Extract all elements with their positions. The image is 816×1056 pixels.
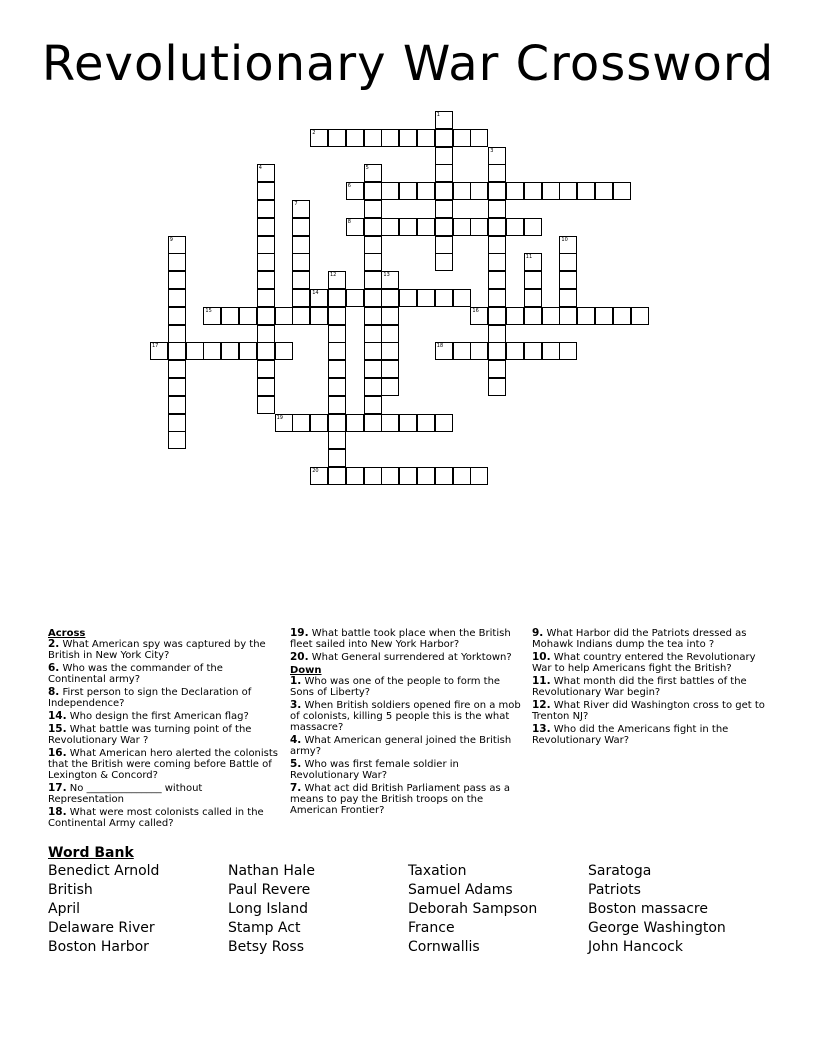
grid-cell[interactable] — [328, 467, 346, 485]
clue-number: 7. — [290, 782, 302, 794]
grid-cell[interactable] — [168, 396, 186, 414]
grid-cell[interactable] — [453, 289, 471, 307]
across-clue — [48, 807, 280, 829]
grid-cell[interactable] — [595, 307, 613, 325]
grid-cell[interactable] — [488, 236, 506, 254]
grid-cell[interactable] — [488, 378, 506, 396]
clue-number: 5 — [365, 165, 369, 172]
across-clue — [48, 639, 280, 661]
clue-text: Who was the commander of the Continental army? — [48, 663, 223, 685]
grid-cell[interactable] — [381, 467, 399, 485]
grid-cell[interactable] — [435, 111, 453, 129]
clue-text: What were most colonists called in the Continental Army called? — [48, 807, 264, 829]
grid-cell[interactable] — [559, 307, 577, 325]
grid-cell[interactable] — [435, 236, 453, 254]
grid-cell[interactable] — [488, 360, 506, 378]
grid-cell[interactable] — [186, 342, 204, 360]
grid-cell[interactable] — [364, 271, 382, 289]
grid-cell[interactable] — [470, 342, 488, 360]
clue-number: 5. — [290, 758, 302, 770]
grid-cell[interactable] — [292, 253, 310, 271]
grid-cell[interactable] — [453, 467, 471, 485]
across-clue — [48, 711, 280, 722]
grid-cell[interactable] — [559, 236, 577, 254]
grid-cell[interactable] — [328, 360, 346, 378]
grid-cell[interactable] — [488, 182, 506, 200]
clue-number: 4 — [258, 165, 262, 172]
clue-number: 3 — [490, 147, 494, 154]
down-clue — [290, 700, 522, 733]
clue-text: No _______________ without Representation — [48, 783, 203, 805]
grid-cell[interactable] — [435, 147, 453, 165]
clue-text: What battle was turning point of the Revolutionary War ? — [48, 724, 252, 746]
clue-text: Who was one of the people to form the Sons of Liberty? — [290, 676, 501, 698]
word-bank-item: Deborah Sampson — [408, 901, 538, 917]
clue-text: What American hero alerted the colonists that the British were coming before Battle of Lexington & Concord? — [48, 748, 279, 781]
word-bank-title: Word Bank — [48, 845, 134, 861]
clue-number: 19 — [276, 414, 283, 421]
grid-cell[interactable] — [257, 236, 275, 254]
grid-cell[interactable] — [168, 236, 186, 254]
grid-cell[interactable] — [381, 182, 399, 200]
grid-cell[interactable] — [257, 378, 275, 396]
grid-cell[interactable] — [364, 360, 382, 378]
grid-cell[interactable] — [346, 182, 364, 200]
grid-cell[interactable] — [239, 307, 257, 325]
grid-cell[interactable] — [381, 360, 399, 378]
grid-cell[interactable] — [453, 182, 471, 200]
grid-cell[interactable] — [257, 218, 275, 236]
word-bank-item: Samuel Adams — [408, 882, 513, 898]
grid-cell[interactable] — [488, 271, 506, 289]
grid-cell[interactable] — [328, 307, 346, 325]
grid-cell[interactable] — [257, 396, 275, 414]
grid-cell[interactable] — [613, 182, 631, 200]
word-bank-column — [588, 862, 726, 957]
clue-text: Who did the Americans fight in the Revolutionary War? — [532, 724, 729, 746]
grid-cell[interactable] — [488, 307, 506, 325]
grid-cell[interactable] — [221, 342, 239, 360]
grid-cell[interactable] — [364, 236, 382, 254]
grid-cell[interactable] — [328, 396, 346, 414]
grid-cell[interactable] — [168, 431, 186, 449]
across-clue-list — [48, 639, 280, 829]
grid-cell[interactable] — [292, 200, 310, 218]
clue-number: 20. — [290, 651, 309, 663]
grid-cell[interactable] — [524, 218, 542, 236]
across-clue — [290, 652, 522, 663]
clue-number: 6 — [347, 183, 351, 190]
grid-cell[interactable] — [168, 378, 186, 396]
down-clue — [532, 676, 768, 698]
grid-cell[interactable] — [470, 307, 488, 325]
clues-column-3 — [532, 628, 768, 748]
grid-cell[interactable] — [488, 253, 506, 271]
grid-cell[interactable] — [506, 342, 524, 360]
grid-cell[interactable] — [399, 218, 417, 236]
grid-cell[interactable] — [364, 325, 382, 343]
grid-cell[interactable] — [381, 378, 399, 396]
grid-cell[interactable] — [364, 307, 382, 325]
clue-number: 10. — [532, 651, 551, 663]
clue-text: What American spy was captured by the British in New York City? — [48, 639, 266, 661]
grid-cell[interactable] — [453, 129, 471, 147]
grid-cell[interactable] — [203, 342, 221, 360]
clue-number: 11. — [532, 675, 551, 687]
grid-cell[interactable] — [364, 467, 382, 485]
clue-text: What River did Washington cross to get to Trenton NJ? — [532, 700, 765, 722]
grid-cell[interactable] — [470, 182, 488, 200]
clue-number: 12 — [330, 272, 337, 279]
grid-cell[interactable] — [506, 182, 524, 200]
word-bank-item: Boston massacre — [588, 901, 708, 917]
word-bank-item: Boston Harbor — [48, 939, 149, 955]
grid-cell[interactable] — [524, 182, 542, 200]
grid-cell[interactable] — [488, 164, 506, 182]
grid-cell[interactable] — [328, 414, 346, 432]
grid-cell[interactable] — [150, 342, 168, 360]
grid-cell[interactable] — [435, 342, 453, 360]
clue-number: 9. — [532, 627, 544, 639]
grid-cell[interactable] — [203, 307, 221, 325]
grid-cell[interactable] — [328, 289, 346, 307]
grid-cell[interactable] — [488, 289, 506, 307]
clue-number: 1. — [290, 675, 302, 687]
grid-cell[interactable] — [417, 182, 435, 200]
clue-number: 8. — [48, 686, 60, 698]
grid-cell[interactable] — [364, 253, 382, 271]
grid-cell[interactable] — [631, 307, 649, 325]
grid-cell[interactable] — [168, 342, 186, 360]
grid-cell[interactable] — [399, 182, 417, 200]
grid-cell[interactable] — [328, 449, 346, 467]
grid-cell[interactable] — [275, 414, 293, 432]
grid-cell[interactable] — [453, 342, 471, 360]
grid-cell[interactable] — [417, 414, 435, 432]
grid-cell[interactable] — [275, 307, 293, 325]
grid-cell[interactable] — [310, 414, 328, 432]
grid-cell[interactable] — [257, 164, 275, 182]
across-clue — [48, 748, 280, 781]
grid-cell[interactable] — [435, 218, 453, 236]
across-clue — [290, 628, 522, 650]
grid-cell[interactable] — [542, 307, 560, 325]
grid-cell[interactable] — [364, 378, 382, 396]
grid-cell[interactable] — [346, 414, 364, 432]
grid-cell[interactable] — [488, 342, 506, 360]
clue-number: 14 — [312, 290, 319, 296]
grid-cell[interactable] — [435, 414, 453, 432]
grid-cell[interactable] — [435, 253, 453, 271]
grid-cell[interactable] — [399, 414, 417, 432]
word-bank-item: France — [408, 920, 455, 936]
clue-text: Who design the first American flag? — [66, 711, 249, 722]
grid-cell[interactable] — [381, 289, 399, 307]
grid-cell[interactable] — [364, 200, 382, 218]
clue-number: 15 — [205, 307, 212, 314]
grid-cell[interactable] — [257, 360, 275, 378]
grid-cell[interactable] — [292, 271, 310, 289]
word-bank-column — [408, 862, 537, 957]
clue-number: 7 — [294, 201, 298, 207]
grid-cell[interactable] — [310, 129, 328, 147]
grid-cell[interactable] — [168, 307, 186, 325]
grid-cell[interactable] — [381, 129, 399, 147]
grid-cell[interactable] — [559, 253, 577, 271]
clue-number: 20 — [312, 468, 319, 474]
grid-cell[interactable] — [257, 307, 275, 325]
grid-cell[interactable] — [506, 218, 524, 236]
grid-cell[interactable] — [524, 289, 542, 307]
clue-number: 14. — [48, 710, 67, 722]
clue-number: 6. — [48, 662, 60, 674]
clue-number: 13. — [532, 723, 551, 735]
grid-cell[interactable] — [257, 253, 275, 271]
grid-cell[interactable] — [399, 289, 417, 307]
grid-cell[interactable] — [364, 164, 382, 182]
grid-cell[interactable] — [168, 253, 186, 271]
clue-text: What act did British Parliament pass as a means to pay the British troops on the American Frontier? — [290, 783, 511, 816]
down-clue — [532, 700, 768, 722]
grid-cell[interactable] — [168, 414, 186, 432]
grid-cell[interactable] — [435, 129, 453, 147]
grid-cell[interactable] — [381, 218, 399, 236]
word-bank-item: Cornwallis — [408, 939, 480, 955]
down-clue — [290, 735, 522, 757]
grid-cell[interactable] — [559, 289, 577, 307]
clue-text: What battle took place when the British fleet sailed into New York Harbor? — [290, 628, 511, 650]
grid-cell[interactable] — [559, 342, 577, 360]
clue-number: 10 — [561, 236, 568, 243]
grid-cell[interactable] — [435, 164, 453, 182]
grid-cell[interactable] — [417, 129, 435, 147]
across-clue-list-continued — [290, 628, 522, 663]
clue-number: 4. — [290, 734, 302, 746]
clue-number: 19. — [290, 627, 309, 639]
grid-cell[interactable] — [292, 414, 310, 432]
grid-cell[interactable] — [470, 467, 488, 485]
word-bank-item: Saratoga — [588, 863, 652, 879]
grid-cell[interactable] — [168, 360, 186, 378]
grid-cell[interactable] — [168, 271, 186, 289]
grid-cell[interactable] — [292, 218, 310, 236]
grid-cell[interactable] — [328, 378, 346, 396]
clue-number: 12. — [532, 699, 551, 711]
clue-number: 18. — [48, 806, 67, 818]
word-bank-item: Long Island — [228, 901, 308, 917]
clue-text: Who was first female soldier in Revolutionary War? — [290, 759, 459, 781]
grid-cell[interactable] — [328, 271, 346, 289]
grid-cell[interactable] — [346, 289, 364, 307]
grid-cell[interactable] — [257, 325, 275, 343]
grid-cell[interactable] — [417, 467, 435, 485]
grid-cell[interactable] — [435, 467, 453, 485]
word-bank-item: April — [48, 901, 80, 917]
grid-cell[interactable] — [310, 307, 328, 325]
grid-cell[interactable] — [168, 289, 186, 307]
word-bank-column — [48, 862, 159, 957]
grid-cell[interactable] — [239, 342, 257, 360]
clue-text: When British soldiers opened fire on a mob of colonists, killing 5 people this is the what massacre? — [290, 700, 521, 733]
clue-number: 17 — [152, 343, 159, 350]
grid-cell[interactable] — [346, 467, 364, 485]
grid-cell[interactable] — [506, 307, 524, 325]
clue-number: 11 — [525, 254, 533, 261]
grid-cell[interactable] — [292, 307, 310, 325]
grid-cell[interactable] — [381, 414, 399, 432]
across-heading: Across — [48, 628, 86, 639]
across-clue — [48, 663, 280, 685]
clue-number: 16. — [48, 747, 67, 759]
grid-cell[interactable] — [399, 467, 417, 485]
down-clue-list — [290, 676, 522, 816]
word-bank-item: Stamp Act — [228, 920, 301, 936]
grid-cell[interactable] — [257, 342, 275, 360]
grid-cell[interactable] — [470, 218, 488, 236]
clue-number: 3. — [290, 699, 302, 711]
clue-number: 17. — [48, 782, 67, 794]
grid-cell[interactable] — [364, 289, 382, 307]
clues-column-2 — [290, 628, 522, 818]
across-clue — [48, 724, 280, 746]
grid-cell[interactable] — [257, 289, 275, 307]
clue-number: 16 — [472, 307, 479, 314]
down-clue — [532, 628, 768, 650]
across-clue — [48, 687, 280, 709]
grid-cell[interactable] — [310, 467, 328, 485]
grid-cell[interactable] — [559, 271, 577, 289]
down-clue — [290, 783, 522, 816]
grid-cell[interactable] — [275, 342, 293, 360]
grid-cell[interactable] — [488, 218, 506, 236]
word-bank-item: George Washington — [588, 920, 726, 936]
clue-text: What Harbor did the Patriots dressed as Mohawk Indians dump the tea into ? — [532, 628, 747, 650]
grid-cell[interactable] — [381, 325, 399, 343]
grid-cell[interactable] — [542, 182, 560, 200]
grid-cell[interactable] — [399, 129, 417, 147]
across-clue — [48, 783, 280, 805]
grid-cell[interactable] — [221, 307, 239, 325]
grid-cell[interactable] — [417, 289, 435, 307]
clue-text: What month did the first battles of the Revolutionary War begin? — [532, 676, 747, 698]
clue-number: 2 — [312, 129, 316, 136]
down-clue — [290, 676, 522, 698]
grid-cell[interactable] — [364, 396, 382, 414]
grid-cell[interactable] — [257, 271, 275, 289]
word-bank-column — [228, 862, 315, 957]
down-clue — [532, 724, 768, 746]
grid-cell[interactable] — [542, 342, 560, 360]
grid-cell[interactable] — [364, 342, 382, 360]
grid-cell[interactable] — [364, 414, 382, 432]
grid-cell[interactable] — [364, 129, 382, 147]
word-bank-item: Nathan Hale — [228, 863, 315, 879]
grid-cell[interactable] — [381, 342, 399, 360]
clue-number: 18 — [436, 343, 444, 350]
grid-cell[interactable] — [613, 307, 631, 325]
word-bank-item: Delaware River — [48, 920, 155, 936]
grid-cell[interactable] — [488, 325, 506, 343]
grid-cell[interactable] — [435, 200, 453, 218]
grid-cell[interactable] — [435, 289, 453, 307]
grid-cell[interactable] — [257, 182, 275, 200]
down-clue — [532, 652, 768, 674]
grid-cell[interactable] — [488, 147, 506, 165]
grid-cell[interactable] — [292, 236, 310, 254]
grid-cell[interactable] — [488, 200, 506, 218]
word-bank-item: Taxation — [408, 863, 467, 879]
grid-cell[interactable] — [524, 253, 542, 271]
clue-number: 1 — [436, 112, 440, 118]
down-clue — [290, 759, 522, 781]
clue-number: 8 — [347, 218, 351, 225]
grid-cell[interactable] — [595, 182, 613, 200]
grid-cell[interactable] — [328, 431, 346, 449]
grid-cell[interactable] — [524, 307, 542, 325]
grid-cell[interactable] — [524, 342, 542, 360]
grid-cell[interactable] — [257, 200, 275, 218]
grid-cell[interactable] — [435, 182, 453, 200]
clue-number: 2. — [48, 638, 60, 650]
word-bank-item: John Hancock — [588, 939, 683, 955]
grid-cell[interactable] — [346, 129, 364, 147]
word-bank-item: Betsy Ross — [228, 939, 304, 955]
grid-cell[interactable] — [417, 218, 435, 236]
clue-text: What American general joined the British army? — [290, 735, 512, 757]
clue-number: 13 — [383, 272, 390, 279]
grid-cell[interactable] — [292, 289, 310, 307]
grid-cell[interactable] — [328, 129, 346, 147]
clue-number: 9 — [169, 236, 173, 243]
grid-cell[interactable] — [524, 271, 542, 289]
grid-cell[interactable] — [559, 182, 577, 200]
page-title: Revolutionary War Crossword — [41, 36, 775, 92]
grid-cell[interactable] — [577, 307, 595, 325]
grid-cell[interactable] — [381, 307, 399, 325]
grid-cell[interactable] — [470, 129, 488, 147]
down-clue-list-continued — [532, 628, 768, 746]
clues-column-1 — [48, 628, 280, 831]
grid-cell[interactable] — [328, 342, 346, 360]
grid-cell[interactable] — [453, 218, 471, 236]
grid-cell[interactable] — [346, 218, 364, 236]
clue-text: First person to sign the Declaration of Independence? — [48, 687, 252, 709]
down-heading: Down — [290, 665, 322, 676]
grid-cell[interactable] — [577, 182, 595, 200]
grid-cell[interactable] — [328, 325, 346, 343]
grid-cell[interactable] — [381, 271, 399, 289]
grid-cell[interactable] — [168, 325, 186, 343]
word-bank-item: Paul Revere — [228, 882, 311, 898]
clue-text: What country entered the Revolutionary War to help Americans fight the British? — [532, 652, 756, 674]
word-bank-item: Patriots — [588, 882, 641, 898]
word-bank-item: British — [48, 882, 93, 898]
grid-cell[interactable] — [364, 182, 382, 200]
clue-number: 15. — [48, 723, 67, 735]
clue-text: What General surrendered at Yorktown? — [308, 652, 512, 663]
grid-cell[interactable] — [364, 218, 382, 236]
grid-cell[interactable] — [310, 289, 328, 307]
word-bank-item: Benedict Arnold — [48, 863, 160, 879]
